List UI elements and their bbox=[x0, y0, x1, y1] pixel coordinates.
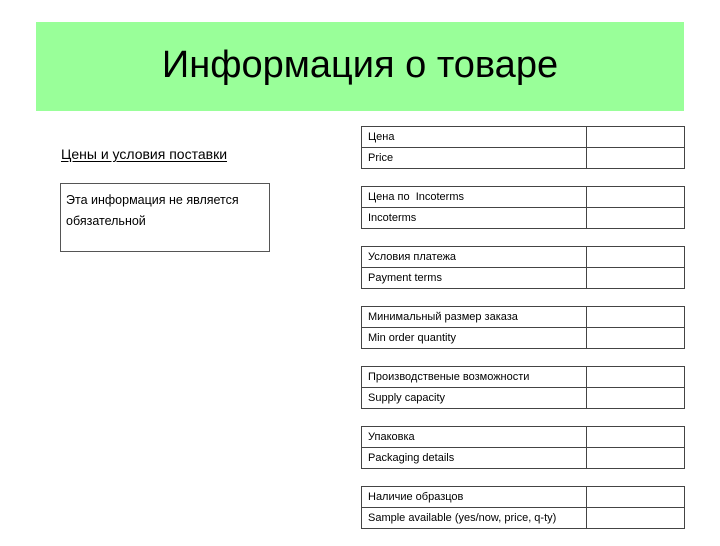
field-table-samples bbox=[361, 486, 685, 529]
field-value-cell[interactable] bbox=[587, 328, 685, 349]
field-label-ru: Минимальный размер заказа bbox=[362, 307, 587, 328]
page-title: Информация о товаре bbox=[161, 43, 559, 86]
field-value-cell[interactable] bbox=[587, 208, 685, 229]
field-value-cell[interactable] bbox=[587, 487, 685, 508]
table-row bbox=[362, 208, 685, 229]
field-table-payment-terms bbox=[361, 246, 685, 289]
table-row bbox=[362, 307, 685, 328]
field-label-ru: Условия платежа bbox=[362, 247, 587, 268]
table-row bbox=[362, 187, 685, 208]
field-table-min-order bbox=[361, 306, 685, 349]
field-label-ru: Производственые возможности bbox=[362, 367, 587, 388]
field-label-en: Incoterms bbox=[362, 208, 587, 229]
section-heading: Цены и условия поставки bbox=[61, 146, 228, 162]
field-label-en: Packaging details bbox=[362, 448, 587, 469]
field-label-en: Supply capacity bbox=[362, 388, 587, 409]
field-label-ru: Упаковка bbox=[362, 427, 587, 448]
table-row bbox=[362, 127, 685, 148]
field-value-cell[interactable] bbox=[587, 187, 685, 208]
table-row bbox=[362, 367, 685, 388]
field-label-ru: Цена по Incoterms bbox=[362, 187, 587, 208]
field-label-en: Price bbox=[362, 148, 587, 169]
table-row bbox=[362, 388, 685, 409]
field-table-price bbox=[361, 126, 685, 169]
table-row bbox=[362, 487, 685, 508]
table-row bbox=[362, 448, 685, 469]
fields-column bbox=[361, 126, 685, 546]
field-label-en: Sample available (yes/now, price, q-ty) bbox=[362, 508, 587, 529]
note-box: Эта информация не является обязательной bbox=[60, 183, 270, 252]
field-value-cell[interactable] bbox=[587, 388, 685, 409]
field-value-cell[interactable] bbox=[587, 367, 685, 388]
field-table-packaging bbox=[361, 426, 685, 469]
field-value-cell[interactable] bbox=[587, 127, 685, 148]
table-row bbox=[362, 508, 685, 529]
table-row bbox=[362, 427, 685, 448]
table-row bbox=[362, 148, 685, 169]
field-label-en: Payment terms bbox=[362, 268, 587, 289]
field-label-ru: Наличие образцов bbox=[362, 487, 587, 508]
field-value-cell[interactable] bbox=[587, 247, 685, 268]
field-table-supply-capacity bbox=[361, 366, 685, 409]
field-table-incoterms bbox=[361, 186, 685, 229]
field-value-cell[interactable] bbox=[587, 508, 685, 529]
field-label-ru: Цена bbox=[362, 127, 587, 148]
table-row bbox=[362, 328, 685, 349]
table-row bbox=[362, 268, 685, 289]
field-value-cell[interactable] bbox=[587, 268, 685, 289]
table-row bbox=[362, 247, 685, 268]
title-band bbox=[36, 22, 684, 111]
field-label-en: Min order quantity bbox=[362, 328, 587, 349]
field-value-cell[interactable] bbox=[587, 448, 685, 469]
field-value-cell[interactable] bbox=[587, 148, 685, 169]
field-value-cell[interactable] bbox=[587, 307, 685, 328]
field-value-cell[interactable] bbox=[587, 427, 685, 448]
